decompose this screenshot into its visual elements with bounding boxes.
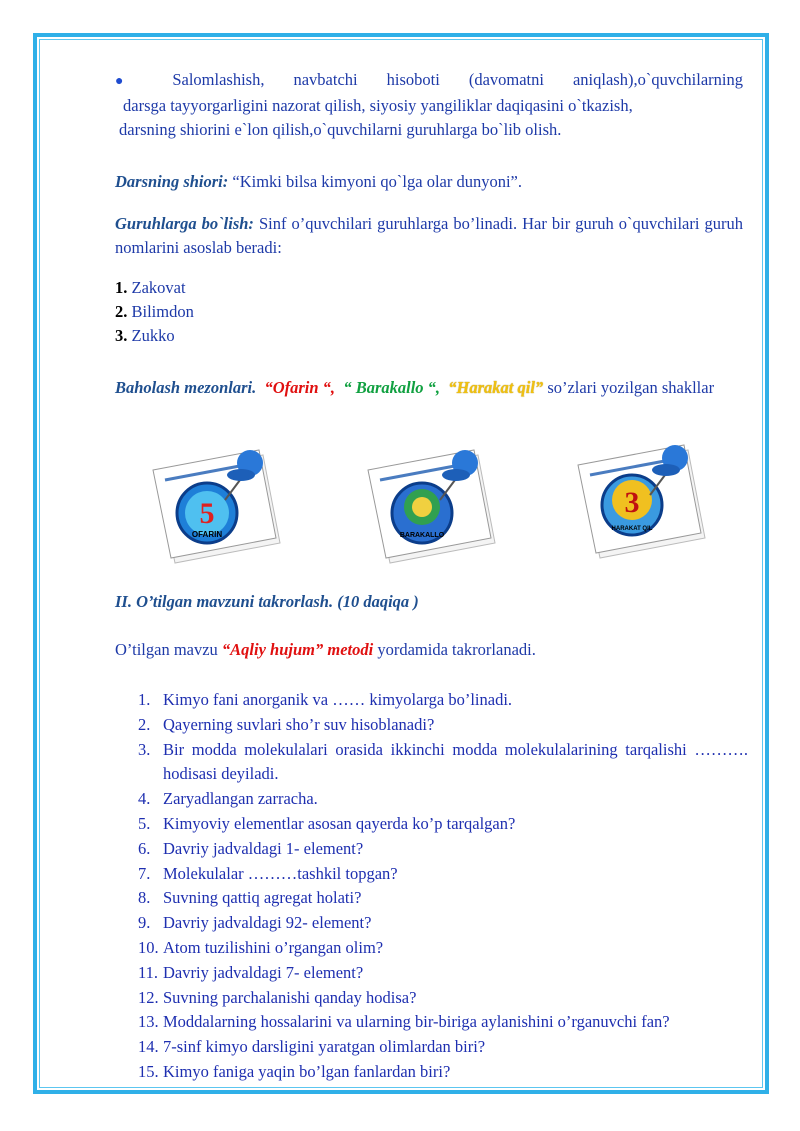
question-text: Moddalarning hossalarini va ularning bir-biriga aylanishini o’rganuvchi fan? bbox=[163, 1012, 670, 1032]
bullet-icon: ● bbox=[115, 74, 149, 89]
barakallo-badge-icon bbox=[360, 425, 510, 570]
group-item: 2. Bilimdon bbox=[115, 302, 194, 321]
question-text: Kimyoviy elementlar asosan qayerda ko’p tarqalgan? bbox=[163, 813, 516, 833]
question-text: Bir modda molekulalari orasida ikkinchi modda molekulalarining tarqalishi ………. hodisasi deyiladi. bbox=[163, 739, 748, 784]
assessment-label: Baholash mezonlari. bbox=[115, 378, 257, 397]
question-item bbox=[138, 738, 748, 788]
badge-label: OFARIN bbox=[191, 530, 223, 539]
question-item bbox=[138, 787, 748, 812]
motto-label: Darsning shiori: bbox=[115, 172, 229, 191]
harakat-word: “Harakat qil” bbox=[448, 378, 544, 397]
question-number: 9. bbox=[138, 913, 151, 933]
question-number: 14. bbox=[138, 1037, 159, 1057]
question-number: 15. bbox=[138, 1061, 159, 1081]
question-number: 1. bbox=[138, 690, 151, 709]
question-item bbox=[138, 936, 748, 961]
intro-paragraph bbox=[115, 68, 743, 142]
badge-digit: 3 bbox=[624, 486, 640, 519]
method-line: O’tilgan mavzu “Aqliy hujum” metodi yordamida takrorlanadi. bbox=[115, 640, 536, 659]
barakallo-open: “ bbox=[343, 378, 356, 397]
ofarin-word: “Ofarin “, bbox=[264, 378, 336, 397]
question-number: 13. bbox=[138, 1012, 159, 1032]
question-item bbox=[138, 961, 748, 986]
intro-line-1: Salomlashish, navbatchi hisoboti (davomatni aniqlash),o`quvchilarning bbox=[172, 70, 743, 89]
question-text: Suvning qattiq agregat holati? bbox=[163, 888, 362, 908]
harakat-badge-icon bbox=[570, 420, 720, 565]
barakallo-word: Barakallo “, bbox=[355, 378, 441, 397]
motto-text: “Kimki bilsa kimyoni qo`lga olar dunyoni”. bbox=[228, 172, 523, 191]
question-text: Atom tuzilishini o’rgangan olim? bbox=[163, 937, 384, 957]
intro-line-2: darsga tayyorgarligini nazorat qilish, siyosiy yangiliklar daqiqasini o`tkazish, bbox=[123, 96, 633, 115]
badge-digit: 5 bbox=[199, 497, 215, 530]
group-item: 1. Zakovat bbox=[115, 278, 186, 297]
assessment-criteria bbox=[115, 376, 743, 400]
question-number: 6. bbox=[138, 838, 151, 858]
section-heading: II. O’tilgan mavzuni takrorlash. (10 daqiqa ) bbox=[115, 592, 419, 611]
question-item bbox=[138, 1060, 748, 1085]
question-text: Molekulalar ………tashkil topgan? bbox=[163, 863, 398, 883]
grouping-paragraph bbox=[115, 212, 743, 260]
question-item bbox=[138, 1035, 748, 1060]
group-list bbox=[115, 276, 743, 348]
question-item bbox=[138, 986, 748, 1011]
question-item bbox=[138, 812, 748, 837]
question-text: Davriy jadvaldagi 7- element? bbox=[163, 962, 364, 982]
ofarin-badge-icon bbox=[145, 425, 295, 570]
question-number: 11. bbox=[138, 962, 159, 982]
question-number: 5. bbox=[138, 813, 151, 833]
question-item bbox=[138, 837, 748, 862]
question-number: 7. bbox=[138, 863, 151, 883]
grouping-label: Guruhlarga bo`lish: bbox=[115, 214, 254, 233]
question-text: Zaryadlangan zarracha. bbox=[163, 789, 318, 809]
question-item bbox=[138, 862, 748, 887]
question-number: 2. bbox=[138, 714, 151, 734]
question-item bbox=[138, 713, 748, 738]
question-list bbox=[138, 688, 748, 1085]
question-number: 10. bbox=[138, 937, 159, 957]
question-text: Davriy jadvaldagi 92- element? bbox=[163, 913, 372, 933]
question-text: Qayerning suvlari sho’r suv hisoblanadi? bbox=[163, 714, 435, 734]
lesson-motto bbox=[115, 170, 743, 194]
question-number: 8. bbox=[138, 888, 151, 908]
question-number: 12. bbox=[138, 987, 159, 1007]
grouping-text: Sinf o’quvchilari guruhlarga bo’linadi. Har bir guruh o`quvchilari guruh nomlarini asoslab beradi: bbox=[115, 214, 743, 257]
intro-line-3: darsning shiorini e`lon qilish,o`quvchilarni guruhlarga bo`lib olish. bbox=[119, 120, 562, 139]
badge-label: HARAKAT QIL bbox=[611, 526, 653, 532]
question-text: 7-sinf kimyo darsligini yaratgan olimlardan biri? bbox=[163, 1037, 486, 1057]
question-item bbox=[138, 911, 748, 936]
assessment-rest: so’zlari yozilgan shakllar bbox=[543, 378, 715, 397]
question-text: Suvning parchalanishi qanday hodisa? bbox=[163, 987, 417, 1007]
question-number: 3. bbox=[138, 739, 151, 759]
group-item: 3. Zukko bbox=[115, 326, 175, 345]
question-text: Kimyo faniga yaqin bo’lgan fanlardan biri? bbox=[163, 1061, 451, 1081]
question-number: 4. bbox=[138, 789, 151, 809]
question-item bbox=[138, 886, 748, 911]
question-item bbox=[138, 688, 748, 713]
question-text: Kimyo fani anorganik va …… kimyolarga bo’linadi. bbox=[163, 690, 513, 709]
question-text: Davriy jadvaldagi 1- element? bbox=[163, 838, 364, 858]
question-item bbox=[138, 1010, 748, 1035]
method-name: “Aqliy hujum” metodi bbox=[221, 640, 374, 659]
badge-label: BARAKALLO bbox=[399, 532, 445, 539]
